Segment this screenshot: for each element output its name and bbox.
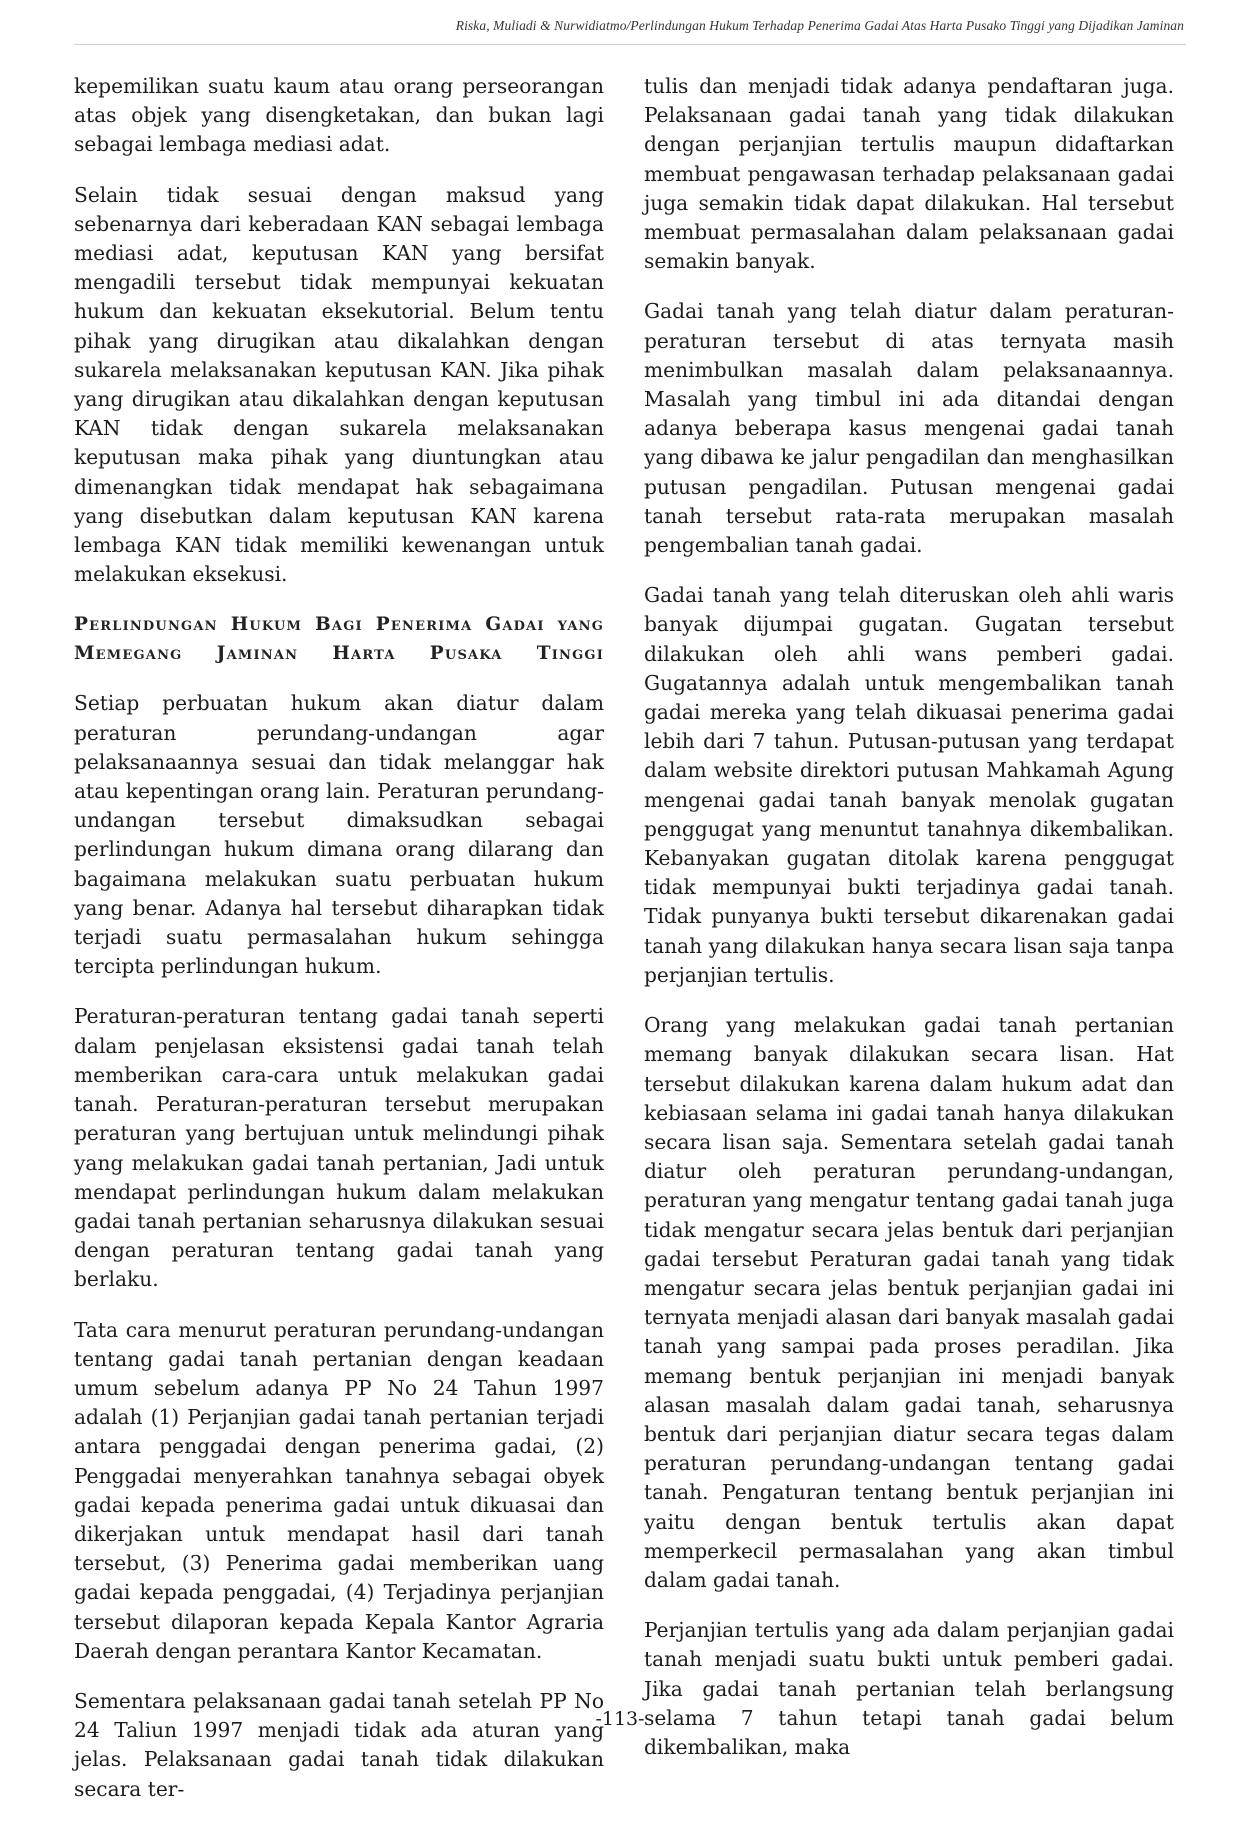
paragraph: Setiap perbuatan hukum akan diatur dalam peraturan perundang-undangan agar pelaksanaannya sesuai dan tidak melanggar hak atau kepentingan orang lain. Peraturan perundang-undangan tersebut dimaksudkan sebagai perlindungan hukum dimana orang dilarang dan bagaimana melakukan suatu perbuatan hukum yang benar. Adanya hal tersebut diharapkan tidak terjadi suatu permasalahan hukum sehingga tercipta perlindungan hukum. <box>74 691 604 979</box>
page-number: -113- <box>595 1708 645 1730</box>
running-head: Riska, Muliadi & Nurwidiatmo/Perlindungan Hukum Terhadap Penerima Gadai Atas Harta Pusako Tinggi yang Dijadikan Jaminan <box>455 18 1184 33</box>
right-column <box>644 72 1174 1783</box>
paragraph: Perjanjian tertulis yang ada dalam perjanjian gadai tanah menjadi suatu bukti untuk pemberi gadai. Jika gadai tanah pertanian telah berlangsung selama 7 tahun tetapi tanah gadai belum dikembalikan, maka <box>644 1618 1174 1759</box>
paragraph: Gadai tanah yang telah diatur dalam peraturan-peraturan tersebut di atas ternyata masih menimbulkan masalah dalam pelaksanaannya. Masalah yang timbul ini ada ditandai dengan adanya beberapa kasus mengenai gadai tanah yang dibawa ke jalur pengadilan dan menghasilkan putusan pengadilan. Putusan mengenai gadai tanah tersebut rata-rata merupakan masalah pengembalian tanah gadai. <box>644 299 1174 558</box>
paragraph: Selain tidak sesuai dengan maksud yang sebenarnya dari keberadaan KAN sebagai lembaga mediasi adat, keputusan KAN yang bersifat mengadili tersebut tidak mempunyai kekuatan hukum dan kekuatan eksekutorial. Belum tentu pihak yang dirugikan atau dikalahkan dengan sukarela melaksanakan keputusan KAN. Jika pihak yang dirugikan atau dikalahkan dengan keputusan KAN tidak dengan sukarela melaksanakan keputusan maka pihak yang diuntungkan atau dimenangkan tidak mendapat hak sebagaimana yang disebutkan dalam keputusan KAN karena lembaga KAN tidak memiliki kewenangan untuk melakukan eksekusi. <box>74 182 604 587</box>
section-heading: Perlindungan Hukum Bagi Penerima Gadai yang Memegang Jaminan Harta Pusaka Tinggi <box>74 614 604 665</box>
paragraph: Gadai tanah yang telah diteruskan oleh ahli waris banyak dijumpai gugatan. Gugatan tersebut dilakukan oleh ahli wans pemberi gadai. Gugatannya adalah untuk mengembalikan tanah gadai mereka yang telah dikuasai penerima gadai lebih dari 7 tahun. Putusan-putusan yang terdapat dalam website direktori putusan Mahkamah Agung mengenai gadai tanah banyak menolak gugatan penggugat yang menuntut tanahnya dikembalikan. Kebanyakan gugatan ditolak karena penggugat tidak mempunyai bukti terjadinya gadai tanah. Tidak punyanya bukti tersebut dikarenakan gadai tanah yang dilakukan hanya secara lisan saja tanpa perjanjian tertulis. <box>644 583 1174 987</box>
header-divider <box>74 44 1186 45</box>
left-column <box>74 72 604 1825</box>
paragraph: kepemilikan suatu kaum atau orang perseorangan atas objek yang disengketakan, dan bukan lagi sebagai lembaga mediasi adat. <box>74 74 604 157</box>
paragraph: Sementara pelaksanaan gadai tanah setelah PP No 24 Taliun 1997 menjadi tidak ada aturan yang jelas. Pelaksanaan gadai tanah tidak dilakukan secara ter- <box>74 1688 604 1801</box>
paragraph: Tata cara menurut peraturan perundang-undangan tentang gadai tanah pertanian dengan keadaan umum sebelum adanya PP No 24 Tahun 1997 adalah (1) Perjanjian gadai tanah pertanian terjadi antara penggadai dengan penerima gadai, (2) Penggadai menyerahkan tanahnya sebagai obyek gadai kepada penerima gadai untuk dikuasai dan dikerjakan untuk mendapat hasil dari tanah tersebut, (3) Penerima gadai memberikan uang gadai kepada penggadai, (4) Terjadinya perjanjian tersebut dilaporan kepada Kepala Kantor Agraria Daerah dengan perantara Kantor Kecamatan. <box>74 1317 604 1663</box>
paragraph: tulis dan menjadi tidak adanya pendaftaran juga. Pelaksanaan gadai tanah yang tidak dilakukan dengan perjanjian tertulis maupun didaftarkan membuat pengawasan terhadap pelaksanaan gadai juga semakin tidak dapat dilakukan. Hal tersebut membuat permasalahan dalam pelaksanaan gadai semakin banyak. <box>644 74 1174 274</box>
paragraph: Orang yang melakukan gadai tanah pertanian memang banyak dilakukan secara lisan. Hat tersebut dilakukan karena dalam hukum adat dan kebiasaan selama ini gadai tanah hanya dilakukan secara lisan saja. Sementara setelah gadai tanah diatur oleh peraturan perundang-undangan, peraturan yang mengatur tentang gadai tanah juga tidak mengatur secara jelas bentuk dari perjanjian gadai tersebut Peraturan gadai tanah yang tidak mengatur secara jelas bentuk perjanjian gadai ini ternyata menjadi alasan dari banyak masalah gadai tanah yang sampai pada proses peradilan. Jika memang bentuk perjanjian ini menjadi banyak alasan masalah dalam gadai tanah, seharusnya bentuk dari perjanjian diatur secara tegas dalam peraturan perundang-undangan tentang gadai tanah. Pengaturan tentang bentuk perjanjian ini yaitu dengan bentuk tertulis akan dapat memperkecil permasalahan yang akan timbul dalam gadai tanah. <box>644 1013 1174 1592</box>
paragraph: Peraturan-peraturan tentang gadai tanah seperti dalam penjelasan eksistensi gadai tanah telah memberikan cara-cara untuk melakukan gadai tanah. Peraturan-peraturan tersebut merupakan peraturan yang bertujuan untuk melindungi pihak yang melakukan gadai tanah pertanian, Jadi untuk mendapat perlindungan hukum dalam melakukan gadai tanah pertanian seharusnya dilakukan sesuai dengan peraturan tentang gadai tanah yang berlaku. <box>74 1004 604 1292</box>
